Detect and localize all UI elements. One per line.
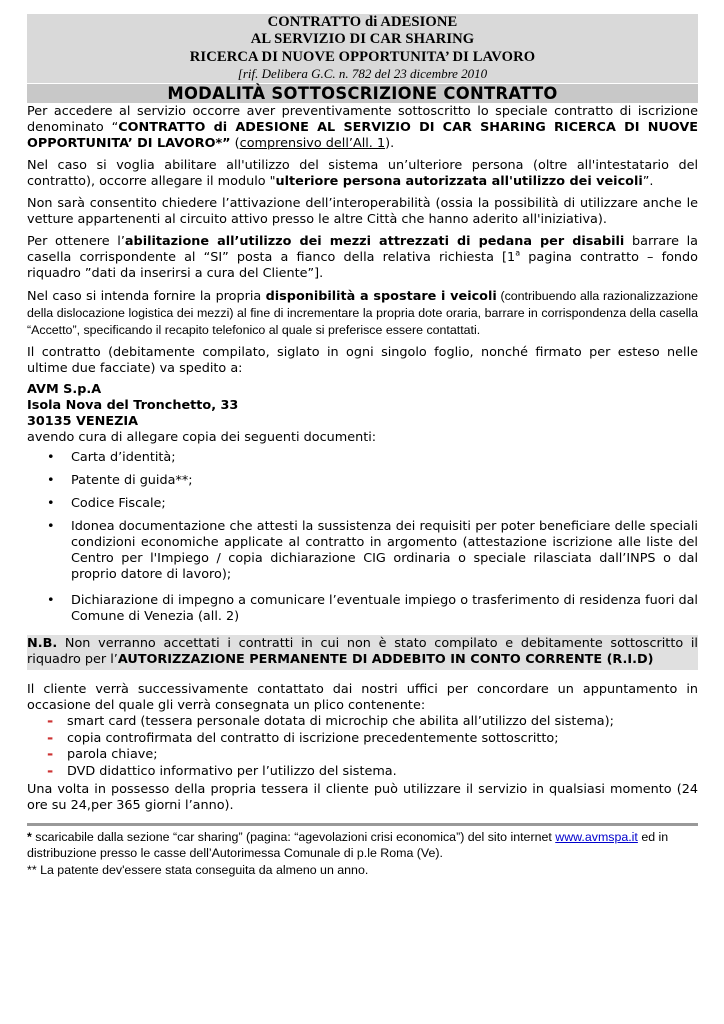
list-item	[27, 496, 698, 512]
shipping-address	[27, 382, 698, 430]
kit-item-text: parola chiave;	[67, 747, 158, 763]
list-item	[27, 519, 698, 583]
document-header	[27, 14, 698, 83]
header-title-line-1: CONTRATTO di ADESIONE	[267, 14, 458, 30]
paragraph-vehicle-relocation	[27, 288, 698, 339]
kit-item-text: copia controfirmata del contratto di iscrizione precedentemente sottoscritto;	[67, 730, 559, 746]
kit-item-text: DVD didattico informativo per l’utilizzo del sistema.	[67, 763, 397, 779]
list-item	[27, 747, 698, 764]
footnote-1-text-end: ed in distribuzione presso le casse dell’Autorimessa Comunale di p.le Roma (Ve).	[27, 830, 669, 860]
nota-bene-label: N.B.	[27, 636, 58, 652]
bullet-icon: •	[47, 519, 55, 535]
paragraph-appointment: Il cliente verrà successivamente contattato dai nostri uffici per concordare un appuntamento in occasione del quale gli verrà consegnata un plico contenente:	[27, 682, 698, 714]
footnote-star: *	[27, 830, 32, 845]
paragraph-additional-person	[27, 158, 698, 190]
footnote-2: ** La patente dev'essere stata conseguita da almeno un anno.	[27, 863, 369, 878]
header-reference: [rif. Delibera G.C. n. 782 del 23 dicembre 2010	[237, 66, 488, 82]
dash-icon: -	[47, 745, 54, 764]
list-item	[27, 728, 698, 748]
list-item	[27, 593, 698, 625]
intro-paren-close: ).	[385, 136, 395, 152]
relocation-text: Nel caso si intenda fornire la propria	[27, 289, 266, 305]
dash-icon: -	[47, 712, 54, 731]
additional-person-end: ”.	[642, 174, 654, 190]
intro-text: Per accedere al servizio occorre aver preventivamente sottoscritto lo speciale contratto di iscrizione denominato “	[27, 104, 698, 136]
additional-person-text: Nel caso si voglia abilitare all'utilizzo del sistema un’ulteriore persona (oltre all'intestatario del contratto), occorre allegare il modulo "	[27, 158, 698, 190]
list-item	[27, 714, 698, 731]
relocation-details: (contribuendo alla razionalizzazione della dislocazione logistica dei mezzi) al fine di incrementare la propria dote oraria, barrare in corrispondenza della casella “Accetto”, specificando il recapito telefonico al quale si preferisce essere contattati.	[27, 289, 698, 338]
disabled-access-text-3: pagina contratto – fondo riquadro ”dati da inserirsi a cura del Cliente”].	[27, 250, 698, 282]
bullet-icon: •	[47, 473, 55, 489]
paragraph-interoperability: Non sarà consentito chiedere l’attivazione dell’interoperabilità (ossia la possibilità di utilizzare anche le vetture appartenenti al circuito attivo presso le altre Città che hanno aderito all'iniziativa).	[27, 196, 698, 228]
document-item-text: Idonea documentazione che attesti la sussistenza dei requisiti per poter beneficiare delle speciali condizioni economiche applicate al contratto in argomento (attestazione iscrizione alle liste del Centro per l'Impiego / copia dichiarazione CIG ordinaria o speciale rilasciata dall’INPS o dal proprio datore di lavoro);	[71, 519, 698, 583]
header-title-line-2: AL SERVIZIO DI CAR SHARING	[250, 31, 475, 48]
document-item-text: Patente di guida**;	[71, 473, 193, 489]
kit-list	[27, 714, 698, 780]
attachment-reference: comprensivo dell’All. 1	[239, 136, 386, 152]
header-title-line-3: RICERCA DI NUOVE OPPORTUNITA’ DI LAVORO	[189, 48, 536, 65]
relocation-highlight: disponibilità a spostare i veicoli	[265, 289, 497, 305]
documents-list	[27, 450, 698, 625]
nota-bene-box	[27, 635, 698, 670]
list-item	[27, 761, 698, 781]
paragraph-usage: Una volta in possesso della propria tessera il cliente può utilizzare il servizio in qualsiasi momento (24 ore su 24,per 365 giorni l’anno).	[27, 782, 698, 814]
list-item	[27, 450, 698, 466]
address-company: AVM S.p.A	[27, 382, 102, 398]
dash-icon: -	[47, 761, 54, 780]
kit-item-text: smart card (tessera personale dotata di microchip che abilita all’utilizzo del sistema);	[67, 714, 614, 730]
address-city: 30135 VENEZIA	[27, 414, 139, 430]
section-title: MODALITÀ SOTTOSCRIZIONE CONTRATTO	[27, 84, 698, 103]
footnote-divider	[27, 823, 698, 826]
bullet-icon: •	[47, 593, 55, 609]
dash-icon: -	[47, 728, 54, 747]
website-link[interactable]: www.avmspa.it	[555, 830, 638, 845]
address-street: Isola Nova del Tronchetto, 33	[27, 398, 239, 414]
additional-person-form-name: ulteriore persona autorizzata all'utilizzo dei veicoli	[275, 174, 643, 190]
document-item-text: Carta d’identità;	[71, 450, 176, 466]
paragraph-intro	[27, 104, 698, 152]
document-item-text: Codice Fiscale;	[71, 496, 166, 512]
paragraph-disabled-access	[27, 234, 698, 282]
nota-bene-highlight: AUTORIZZAZIONE PERMANENTE DI ADDEBITO IN CONTO CORRENTE (R.I.D)	[117, 652, 654, 668]
superscript-a: a	[515, 248, 521, 258]
footnote-1	[27, 830, 698, 861]
list-item	[27, 473, 698, 489]
disabled-access-text-2: barrare la casella corrispondente al “SI” posta a fianco della relativa richiesta [1	[27, 234, 698, 266]
document-item-text: Dichiarazione di impegno a comunicare l’eventuale impiego o trasferimento di residenza fuori dal Comune di Venezia (all. 2)	[71, 593, 698, 625]
intro-paren-open: (	[230, 136, 240, 152]
paragraph-shipping: Il contratto (debitamente compilato, siglato in ogni singolo foglio, nonché firmato per esteso nelle ultime due facciate) va spedito a:	[27, 345, 698, 377]
document-page	[27, 14, 698, 879]
bullet-icon: •	[47, 496, 55, 512]
nota-bene-text: Non verranno accettati i contratti in cui non è stato compilato e debitamente sottoscritto il riquadro per l’	[27, 636, 698, 668]
footnote-1-text: scaricabile dalla sezione “car sharing” (pagina: “agevolazioni crisi economica”) del sito internet	[31, 830, 556, 845]
paragraph-documents-intro: avendo cura di allegare copia dei seguenti documenti:	[27, 430, 377, 446]
bullet-icon: •	[47, 450, 55, 466]
contract-name: CONTRATTO di ADESIONE AL SERVIZIO DI CAR SHARING RICERCA DI NUOVE OPPORTUNITA’ DI LAVORO*”	[27, 120, 698, 152]
disabled-access-text: Per ottenere l’	[27, 234, 125, 250]
disabled-access-highlight: abilitazione all’utilizzo dei mezzi attrezzati di pedana per disabili	[124, 234, 625, 250]
